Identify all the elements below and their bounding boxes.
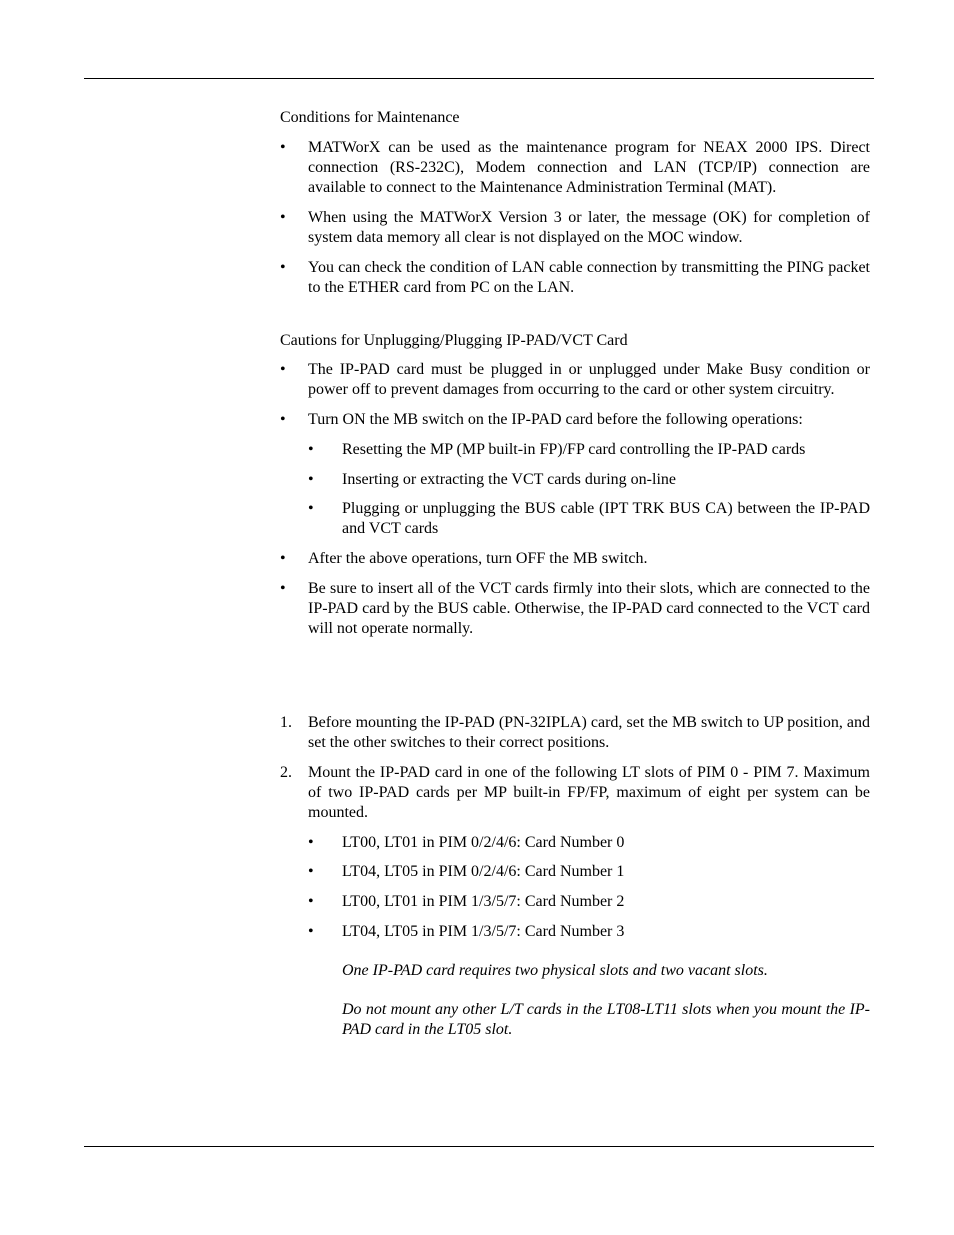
slot-list-item (308, 833, 870, 853)
step-number: 1. (280, 714, 292, 731)
list-item (280, 579, 870, 639)
sub-list-item (308, 440, 870, 460)
footer-rule (84, 1146, 874, 1147)
list-item (280, 138, 870, 198)
bullet-icon: • (280, 550, 286, 567)
header-rule (84, 78, 874, 79)
list-item-text: You can check the condition of LAN cable connection by transmitting the PING packet to the ETHER card from PC on the LAN. (308, 259, 870, 296)
slot-text: LT04, LT05 in PIM 1/3/5/7: Card Number 3 (342, 923, 625, 940)
list-item-text: Turn ON the MB switch on the IP-PAD card before the following operations: (308, 411, 803, 428)
sub-list-item-text: Plugging or unplugging the BUS cable (IPT TRK BUS CA) between the IP-PAD and VCT cards (342, 500, 870, 537)
bullet-icon: • (280, 361, 286, 378)
sub-list-item (308, 470, 870, 490)
step-number: 2. (280, 764, 292, 781)
list-item-text: After the above operations, turn OFF the MB switch. (308, 550, 648, 567)
list-item-text: The IP-PAD card must be plugged in or unplugged under Make Busy condition or power off to prevent damages from occurring to the card or other system circuitry. (308, 361, 870, 398)
bullet-icon: • (280, 259, 286, 276)
step-text: Mount the IP-PAD card in one of the following LT slots of PIM 0 - PIM 7. Maximum of two IP-PAD cards per MP built-in FP/FP, maximum of eight per system can be mounted. (308, 764, 870, 821)
bullet-icon: • (280, 209, 286, 226)
section-heading-maintenance: Conditions for Maintenance (280, 109, 460, 126)
step-text: Before mounting the IP-PAD (PN-32IPLA) card, set the MB switch to UP position, and set the other switches to their correct positions. (308, 714, 870, 751)
bullet-icon: • (308, 893, 314, 910)
slot-text: LT04, LT05 in PIM 0/2/4/6: Card Number 1 (342, 863, 625, 880)
bullet-icon: • (308, 923, 314, 940)
bullet-icon: • (308, 500, 314, 517)
sub-list-item (308, 499, 870, 539)
note-text: One IP-PAD card requires two physical slots and two vacant slots. (342, 962, 768, 979)
slot-list-item (308, 922, 870, 942)
list-item (280, 258, 870, 298)
bullet-icon: • (280, 411, 286, 428)
list-item-text: MATWorX can be used as the maintenance program for NEAX 2000 IPS. Direct connection (RS-232C), Modem connection and LAN (TCP/IP) connection are available to connect to the Maintenance Administration Terminal (MAT). (308, 139, 870, 196)
bullet-icon: • (308, 834, 314, 851)
bullet-icon: • (280, 139, 286, 156)
list-item (280, 208, 870, 248)
bullet-icon: • (308, 471, 314, 488)
slot-text: LT00, LT01 in PIM 1/3/5/7: Card Number 2 (342, 893, 625, 910)
bullet-icon: • (308, 441, 314, 458)
bullet-icon: • (308, 863, 314, 880)
slot-text: LT00, LT01 in PIM 0/2/4/6: Card Number 0 (342, 834, 625, 851)
list-item (280, 410, 870, 430)
list-item-text: Be sure to insert all of the VCT cards firmly into their slots, which are connected to the IP-PAD card by the BUS cable. Otherwise, the IP-PAD card connected to the VCT card will not operate normally. (308, 580, 870, 637)
slot-list-item (308, 862, 870, 882)
list-item-text: When using the MATWorX Version 3 or later, the message (OK) for completion of system data memory all clear is not displayed on the MOC window. (308, 209, 870, 246)
sub-list-item-text: Resetting the MP (MP built-in FP)/FP card controlling the IP-PAD cards (342, 441, 806, 458)
slot-list-item (308, 892, 870, 912)
bullet-icon: • (280, 580, 286, 597)
numbered-step (280, 763, 870, 823)
sub-list-item-text: Inserting or extracting the VCT cards during on-line (342, 471, 676, 488)
numbered-step (280, 713, 870, 753)
section-heading-cautions: Cautions for Unplugging/Plugging IP-PAD/VCT Card (280, 332, 628, 349)
note-text: Do not mount any other L/T cards in the LT08-LT11 slots when you mount the IP-PAD card in the LT05 slot. (342, 1001, 870, 1038)
list-item (280, 549, 870, 569)
list-item (280, 360, 870, 400)
